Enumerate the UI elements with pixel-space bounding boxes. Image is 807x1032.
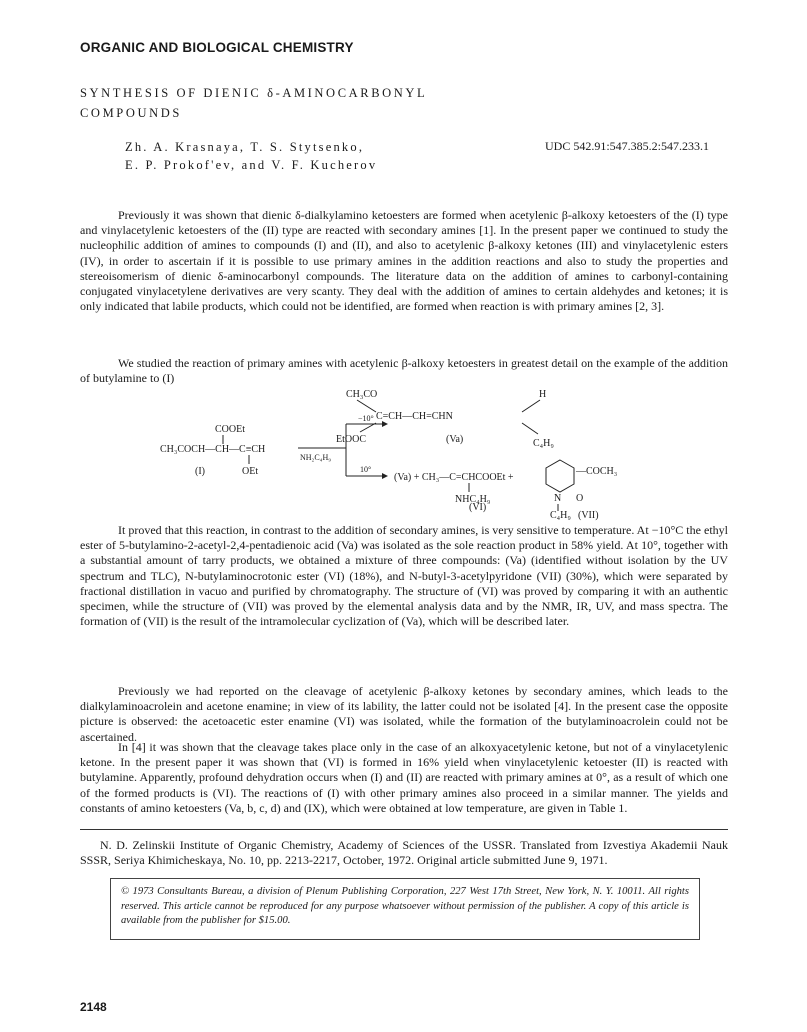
va-hydrogen: H	[539, 389, 547, 400]
va-ester-group: EtOOC	[336, 434, 366, 445]
footnote-rule	[80, 829, 728, 830]
va-butyl-group: C₄H₉	[533, 438, 554, 449]
vi-amino-group: NHC₄H₉	[455, 494, 491, 505]
vii-nitrogen: N	[554, 493, 562, 504]
pyridone-ring	[546, 460, 574, 492]
vii-label: (VII)	[578, 510, 599, 521]
authors-line1: Zh. A. Krasnaya, T. S. Stytsenko,	[125, 140, 365, 154]
reactant-ethoxy: OEt	[242, 466, 259, 477]
vii-acetyl-group: —COCH₃	[576, 466, 618, 477]
paragraph-intro	[80, 208, 728, 314]
va-acetyl-group: CH₃CO	[346, 389, 378, 400]
reagent-label: NH₂C₄H₉	[300, 453, 332, 462]
journal-section-heading: ORGANIC AND BIOLOGICAL CHEMISTRY	[80, 40, 354, 55]
paragraph-1: Previously it was shown that dienic δ-dialkylamino ketoesters are formed when acetylenic β-alkoxy ketoesters of the (I) type and vinylacetylenic ketoesters of the (II) type are reacted with secondary amines [1]. In the present paper we continued to study the nucleophilic addition of amines to compounds (I) and (II), and also to acetylenic β-alkoxy ketones (III) and vinylacetylenic esters (IV), in order to ascertain if it is possible to use primary amines in the addition reactions and also to study the properties and stereoisomerism of dienic δ-aminocarbonyl compounds. The literature data on the addition of amines to carbonyl-containing conjugated vinylacetylene derivatives are very scanty. They deal with the addition of amines to certain aldehydes and ketones; it is only indicated that labile products, which could not be identified, are formed when reaction is with primary amines [2, 3].	[80, 208, 728, 314]
copyright-box	[110, 878, 700, 940]
paragraph-results	[80, 740, 728, 816]
article-title-line1: SYNTHESIS OF DIENIC δ-AMINOCARBONYL	[80, 86, 428, 100]
reaction-scheme	[150, 384, 630, 514]
va-bond-acetyl	[357, 400, 376, 412]
va-bond-butyl	[522, 423, 538, 434]
paragraph-5: In [4] it was shown that the cleavage takes place only in the case of an alkoxyacetylenic ketone, but not of a vinylacetylenic ketone. In the present paper it was shown that (VI) is formed in 16% yield when vinylacetylenic ketoester (II) is reacted with butylamine. Apparently, profound dehydration occurs when (I) and (II) are reacted with primary amines at 0°, as a result of which one of the formed products is (VI). The reactions of (I) with other primary amines also proceed in a similar manner. The yields and constants of amino ketoesters (Va, b, c, d) and (IX), which were obtained at low temperature, are given in Table 1.	[80, 740, 728, 815]
vi-label: (VI)	[469, 502, 487, 513]
reactant-substituent: COOEt	[215, 424, 245, 435]
reactant-label: (I)	[195, 466, 205, 477]
affiliation-footnote	[80, 838, 728, 868]
copyright-text: © 1973 Consultants Bureau, a division of Plenum Publishing Corporation, 227 West 17th Street, New York, N. Y. 10011. All rights reserved. This article cannot be reproduced for any purpose whatsoever without permission of the publisher. A copy of this article is available from the publisher for $15.00.	[121, 886, 689, 926]
paragraph-2: We studied the reaction of primary amines with acetylenic β-alkoxy ketoesters in greatest detail on the example of the addition of butylamine to (I)	[80, 356, 728, 386]
va-label: (Va)	[446, 434, 464, 445]
footnote-text: N. D. Zelinskii Institute of Organic Chemistry, Academy of Sciences of the USSR. Translated from Izvestiya Akademii Nauk SSSR, Seriya Khimicheskaya, No. 10, pp. 2213-2217, October, 1972. Original article submitted June 9, 1971.	[80, 838, 728, 867]
udc-classification: UDC 542.91:547.385.2:547.233.1	[545, 139, 710, 153]
paragraph-cleavage	[80, 684, 728, 745]
paragraph-4: Previously we had reported on the cleavage of acetylenic β-alkoxy ketones by secondary amines, which leads to the dialkylaminoacrolein and acetone enamine; in view of its lability, the latter could not be isolated [4]. In the present case the opposite picture is observed: the acetoacetic ester enamine (VI) was isolated, while the formation of the butylaminoacrolein could not be ascertained.	[80, 684, 728, 744]
reactant-formula: CH₃COCH—CH—C≡CH	[160, 444, 266, 455]
paragraph-3: It proved that this reaction, in contrast to the addition of secondary amines, is very sensitive to temperature. At −10°C the ethyl ester of 5-butylamino-2-acetyl-2,4-pentadienoic acid (Va) was isolated as the sole reaction product in 58% yield. At 10°, together with a substantial amount of tarry products, we obtained a mixture of three compounds: (Va) (identified without isolation by the UV spectrum and TLC), N-butylaminocrotonic ester (VI) (18%), and N-butyl-3-acetylpyridone (VII) (30%), which were separated by fractional distillation in vacuo and purified by chromatography. The structure of (VI) was proved by comparing it with an authentic specimen, while the structure of (VII) was proved by the elemental analysis data and by the NMR, IR, UV, and mass spectra. The formation of (VII) is the result of the intramolecular cyclization of (Va), which will be described later.	[80, 523, 728, 629]
paragraph-temperature	[80, 523, 728, 629]
article-title-line2: COMPOUNDS	[80, 106, 182, 120]
condition-cold: −10°	[358, 414, 374, 423]
vii-butyl-group: C₄H₉	[550, 510, 571, 521]
vii-oxygen: O	[576, 493, 584, 504]
arrowhead-warm	[382, 473, 388, 479]
va-diene-chain: C=CH—CH=CHN	[376, 411, 453, 422]
condition-warm: 10°	[360, 465, 372, 474]
paragraph-reaction-intro	[80, 356, 728, 386]
va-bond-h	[522, 400, 540, 412]
authors-line2: E. P. Prokof'ev, and V. F. Kucherov	[125, 158, 378, 172]
mixture-products: (Va) + CH₃—C=CHCOOEt +	[394, 472, 514, 483]
page-number: 2148	[80, 1000, 107, 1014]
